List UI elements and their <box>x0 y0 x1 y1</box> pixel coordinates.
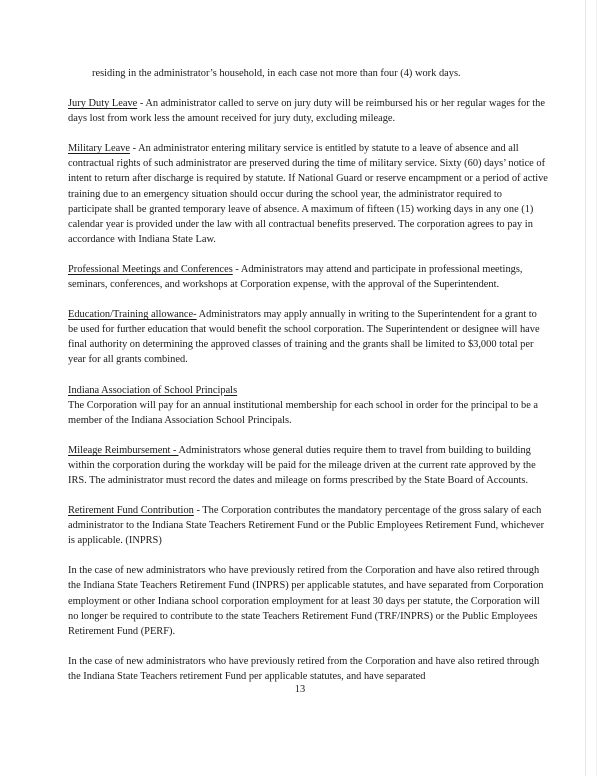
paragraph-text: residing in the administrator’s household, in each case not more than four (4) work days. <box>92 68 461 79</box>
paragraph-professional-meetings-and-conferences <box>68 262 548 292</box>
paragraph-text: Administrators whose general duties require them to travel from building to building within the corporation during the workday will be paid for the mileage driven at the current rate approved by the IRS. The administrator must record the dates and mileage on forms prescribed by the State Board of Accounts. <box>68 444 536 486</box>
paragraph-military-leave <box>68 141 548 247</box>
section-heading-professional-meetings-and-conferences: Professional Meetings and Conferences <box>68 263 233 275</box>
paragraph-mileage-reimbursement <box>68 443 548 488</box>
page-number: 13 <box>294 684 306 695</box>
paragraph-education-training-allowance <box>68 307 548 367</box>
paragraph-text: - An administrator called to serve on jury duty will be reimbursed his or her regular wages for the days lost from work less the amount received for jury duty, excluding mileage. <box>68 98 545 125</box>
paragraph-text: In the case of new administrators who have previously retired from the Corporation and have also retired through the Indiana State Teachers retirement Fund per applicable statutes, and have separated <box>68 655 540 682</box>
paragraph-text: In the case of new administrators who have previously retired from the Corporation and have also retired through the Indiana State Teachers Retirement Fund (INPRS) per applicable statutes, and have separated from Corporation employment or other Indiana school corporation employment for at least 30 days per statute, the Corporation will no longer be required to contribute to the state Teachers Retirement Fund (TRF/INPRS) or the Public Employees Retirement Fund (PERF). <box>68 565 544 637</box>
paragraph-new-administrators-continued <box>68 654 548 684</box>
paragraph-continuation <box>68 66 548 81</box>
document-body <box>68 66 548 684</box>
paragraph-text: - An administrator entering military service is entitled by statute to a leave of absence and all contractual rights of such administrator are preserved during the time of military service. Sixty (60) days’ notice of intent to return after discharge is required by statute. If National Guard or reserve encampment or a period of active training due to an emergency situation should occur during the school year, the administrator required to participate shall be granted temporary leave of absence. A maximum of fifteen (15) working days in any one (1) calendar year is provided under the law with all contractual benefits preserved. The corporation agrees to pay in accordance with Indiana State Law. <box>68 143 548 245</box>
paragraph-text: - Administrators may attend and participate in professional meetings, seminars, conferences, and workshops at Corporation expense, with the approval of the Superintendent. <box>68 263 523 291</box>
paragraph-jury-duty-leave <box>68 96 548 126</box>
paragraph-retirement-fund-contribution <box>68 503 548 548</box>
paragraph-text: The Corporation will pay for an annual institutional membership for each school in order for the principal to be a member of the Indiana Association School Principals. <box>68 399 539 426</box>
paragraph-text: - The Corporation contributes the mandatory percentage of the gross salary of each administrator to the Indiana State Teachers Retirement Fund or the Public Employees Retirement Fund, whichever is applicable. (INPRS) <box>68 505 545 547</box>
section-heading-indiana-association-of-school-principals: Indiana Association of School Principals <box>68 384 238 396</box>
paragraph-text: Administrators may apply annually in writing to the Superintendent for a grant to be used for further education that would benefit the school corporation. The Superintendent or designee will have final authority on determining the approved classes of training and the grants shall be limited to $3,000 total per year for all grants combined. <box>68 309 540 366</box>
section-heading-retirement-fund-contribution: Retirement Fund Contribution <box>68 505 194 517</box>
section-heading-education-training-allowance: Education/Training allowance- <box>68 309 197 321</box>
section-heading-mileage-reimbursement: Mileage Reimbursement - <box>68 444 179 456</box>
section-heading-military-leave: Military Leave <box>68 143 131 155</box>
section-heading-jury-duty-leave: Jury Duty Leave <box>68 98 138 110</box>
paragraph-new-administrators-inprs <box>68 563 548 638</box>
paragraph-indiana-association-of-school-principals <box>68 383 548 428</box>
